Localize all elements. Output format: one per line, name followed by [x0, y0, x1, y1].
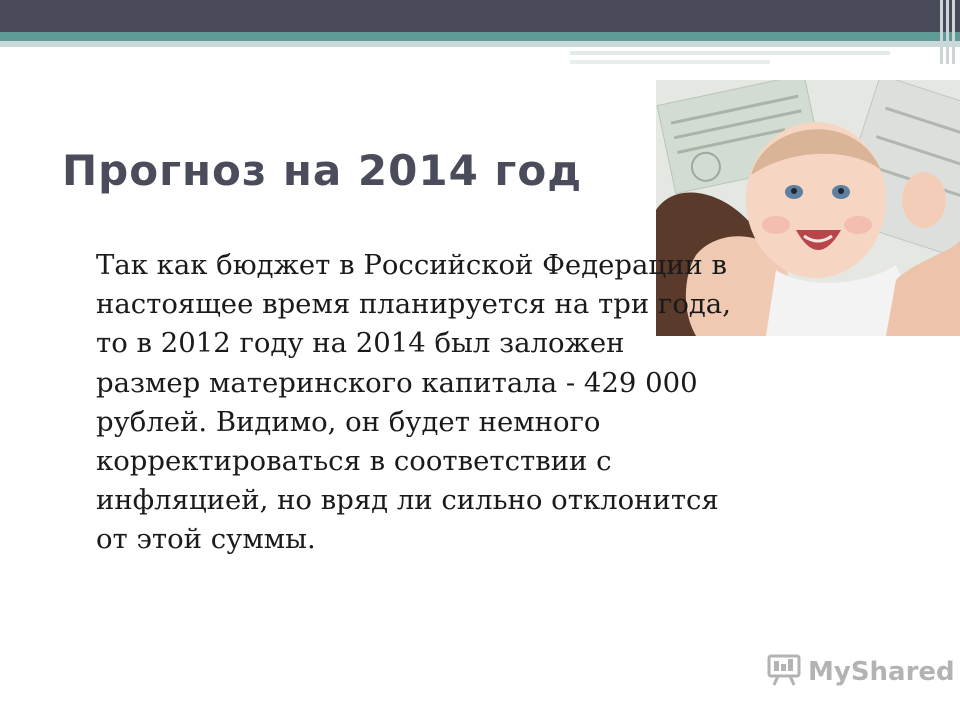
header-bar [0, 0, 960, 32]
accent-stripe-short-2 [570, 60, 770, 64]
slide-body-text: Так как бюджет в Российской Федерации в настоящее время планируется на три года, то в 2012 году на 2014 был заложен размер материнского капитала - 429 000 рублей. Видимо, он будет немного корректироваться в соответствии с инфляцией, но вряд ли сильно отклонится от этой суммы. [96, 249, 731, 556]
watermark-brand: MyShared [808, 657, 955, 687]
accent-line [0, 32, 960, 41]
header-edge-decoration [938, 0, 960, 64]
slide-title: Прогноз на 2014 год [62, 146, 583, 195]
accent-stripe-short [570, 51, 890, 55]
myshared-watermark [766, 654, 955, 690]
accent-stripe [0, 41, 960, 47]
presentation-board-icon [766, 653, 802, 691]
